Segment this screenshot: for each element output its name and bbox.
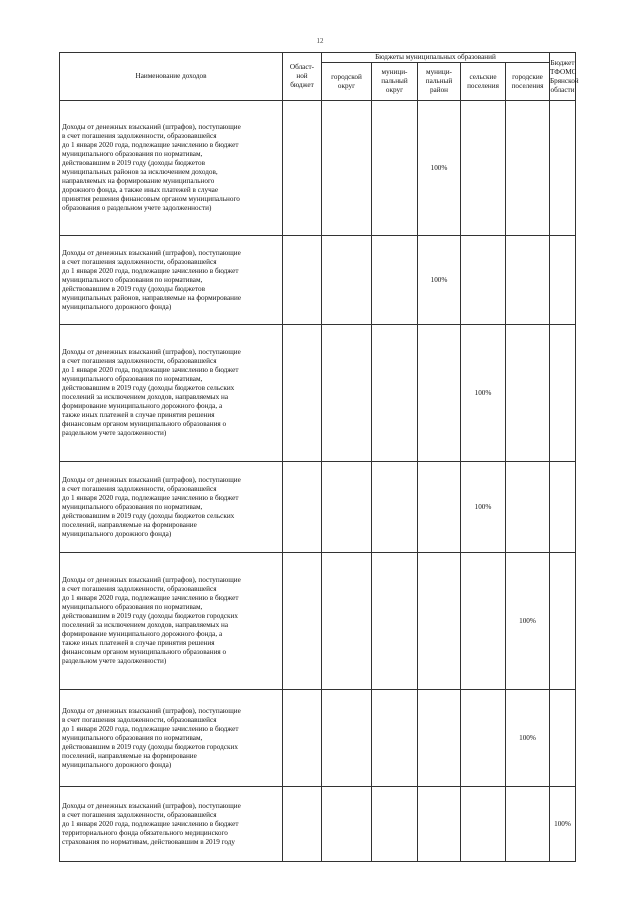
- cell-municipal-area: [418, 325, 461, 462]
- cell-municipal-area: [418, 553, 461, 690]
- table-row: [60, 325, 576, 462]
- cell-municipal-district: [372, 325, 418, 462]
- cell-city-district: [322, 787, 372, 862]
- cell-municipal-district: [372, 690, 418, 787]
- cell-rural: [461, 787, 506, 862]
- cell-tfoms: [550, 690, 576, 787]
- cell-rural: [461, 101, 506, 236]
- cell-tfoms: [550, 236, 576, 325]
- cell-municipal-area: 100%: [418, 236, 461, 325]
- row-name: Доходы от денежных взысканий (штрафов), поступающие в счет погашения задолженности, образовавшейся до 1 января 2020 года, подлежащие зачислению в бюджет муниципального образования по нормативам, действовавшим в 2019 году (доходы бюджетов городских поселений за исключением доходов, направляемых на формирование муниципального дорожного фонда, а также иных платежей в случае принятия решения финансовым органом муниципального образования о раздельном учете задолженности): [60, 553, 283, 690]
- table-row: [60, 462, 576, 553]
- header-municipal-group: Бюджеты муниципальных образований: [322, 53, 550, 63]
- row-name: Доходы от денежных взысканий (штрафов), поступающие в счет погашения задолженности, образовавшейся до 1 января 2020 года, подлежащие зачислению в бюджет муниципального образования по нормативам, действовавшим в 2019 году (доходы бюджетов муниципальных районов, направляемые на формирование муниципального дорожного фонда): [60, 236, 283, 325]
- cell-regional: [283, 236, 322, 325]
- cell-municipal-area: [418, 462, 461, 553]
- row-name: Доходы от денежных взысканий (штрафов), поступающие в счет погашения задолженности, образовавшейся до 1 января 2020 года, подлежащие зачислению в бюджет муниципального образования по нормативам, действовавшим в 2019 году (доходы бюджетов сельских поселений за исключением доходов, направляемых на формирование муниципального дорожного фонда, а также иных платежей в случае принятия решения финансовым органом муниципального образования о раздельном учете задолженности): [60, 325, 283, 462]
- cell-urban: [506, 325, 550, 462]
- cell-city-district: [322, 236, 372, 325]
- row-name: Доходы от денежных взысканий (штрафов), поступающие в счет погашения задолженности, образовавшейся до 1 января 2020 года, подлежащие зачислению в бюджет муниципального образования по нормативам, действовавшим в 2019 году (доходы бюджетов сельских поселений, направляемые на формирование муниципального дорожного фонда): [60, 462, 283, 553]
- cell-regional: [283, 787, 322, 862]
- cell-municipal-district: [372, 101, 418, 236]
- cell-regional: [283, 462, 322, 553]
- cell-city-district: [322, 553, 372, 690]
- cell-rural: 100%: [461, 462, 506, 553]
- cell-rural: [461, 553, 506, 690]
- cell-regional: [283, 690, 322, 787]
- cell-regional: [283, 325, 322, 462]
- cell-tfoms: 100%: [550, 787, 576, 862]
- table-row: [60, 101, 576, 236]
- cell-urban: [506, 787, 550, 862]
- cell-urban: [506, 101, 550, 236]
- cell-urban: 100%: [506, 690, 550, 787]
- cell-city-district: [322, 462, 372, 553]
- cell-urban: [506, 236, 550, 325]
- cell-regional: [283, 101, 322, 236]
- revenue-distribution-table: [59, 52, 579, 862]
- row-name: Доходы от денежных взысканий (штрафов), поступающие в счет погашения задолженности, образовавшейся до 1 января 2020 года, подлежащие зачислению в бюджет муниципального образования по нормативам, действовавшим в 2019 году (доходы бюджетов городских поселений, направляемые на формирование муниципального дорожного фонда): [60, 690, 283, 787]
- cell-municipal-area: [418, 690, 461, 787]
- header-city-district: городской округ: [322, 63, 372, 101]
- cell-municipal-district: [372, 787, 418, 862]
- cell-municipal-district: [372, 236, 418, 325]
- cell-urban: 100%: [506, 553, 550, 690]
- table-row: [60, 553, 576, 690]
- cell-regional: [283, 553, 322, 690]
- table-row: [60, 236, 576, 325]
- row-name: Доходы от денежных взысканий (штрафов), поступающие в счет погашения задолженности, образовавшейся до 1 января 2020 года, подлежащие зачислению в бюджет территориального фонда обязательного медицинского страхования по нормативам, действовавшим в 2019 году: [60, 787, 283, 862]
- cell-rural: 100%: [461, 325, 506, 462]
- header-municipal-area: муници- пальный район: [418, 63, 461, 101]
- cell-city-district: [322, 690, 372, 787]
- header-municipal-district: муници- пальный округ: [372, 63, 418, 101]
- cell-city-district: [322, 325, 372, 462]
- cell-city-district: [322, 101, 372, 236]
- table-row: [60, 690, 576, 787]
- page-number: 12: [316, 37, 324, 45]
- cell-rural: [461, 690, 506, 787]
- cell-municipal-district: [372, 462, 418, 553]
- header-rural: сельские поселения: [461, 63, 506, 101]
- cell-tfoms: [550, 553, 576, 690]
- cell-municipal-area: [418, 787, 461, 862]
- header-regional: Област- ной бюджет: [283, 53, 322, 101]
- cell-tfoms: [550, 101, 576, 236]
- cell-rural: [461, 236, 506, 325]
- row-name: Доходы от денежных взысканий (штрафов), поступающие в счет погашения задолженности, образовавшейся до 1 января 2020 года, подлежащие зачислению в бюджет муниципального образования по нормативам, действовавшим в 2019 году (доходы бюджетов муниципальных районов за исключением доходов, направляемых на формирование муниципального дорожного фонда, а также иных платежей в случае принятия решения финансовым органом муниципального образования о раздельном учете задолженности): [60, 101, 283, 236]
- cell-urban: [506, 462, 550, 553]
- header-tfoms: Бюджет ТФОМС Брянской области: [550, 53, 576, 101]
- header-urban: городские поселения: [506, 63, 550, 101]
- table-row: [60, 787, 576, 862]
- cell-municipal-area: 100%: [418, 101, 461, 236]
- header-name-col: Наименование доходов: [60, 53, 283, 101]
- cell-tfoms: [550, 325, 576, 462]
- cell-municipal-district: [372, 553, 418, 690]
- cell-tfoms: [550, 462, 576, 553]
